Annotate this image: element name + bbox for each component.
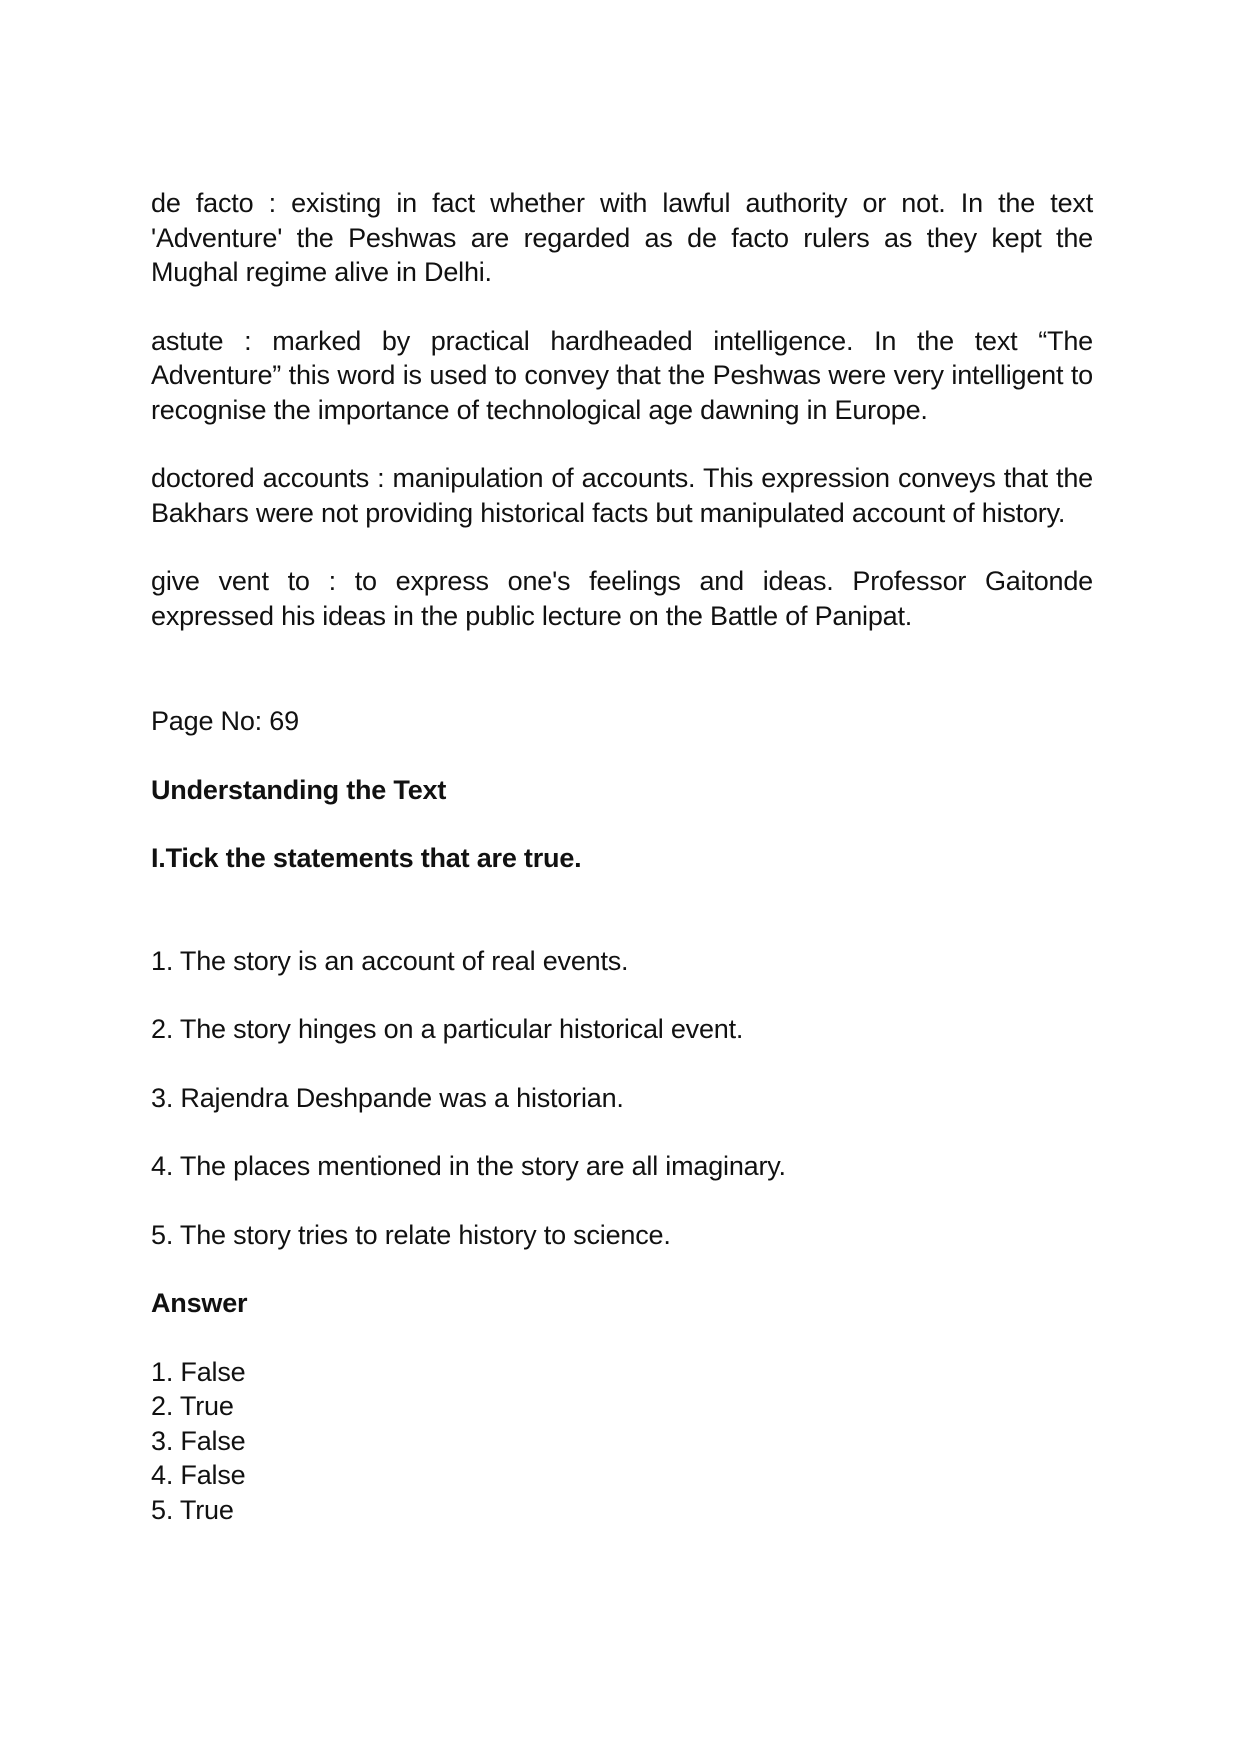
question-list bbox=[151, 944, 1093, 1253]
answer-item: 2. True bbox=[151, 1391, 234, 1421]
answer-item: 3. False bbox=[151, 1425, 246, 1456]
question-item: 1. The story is an account of real events. bbox=[151, 945, 629, 976]
answer-heading: Answer bbox=[151, 1288, 248, 1318]
question-item: 2. The story hinges on a particular historical event. bbox=[151, 1014, 744, 1044]
definition-de-facto: de facto : existing in fact whether with lawful authority or not. In the text 'Adventure' the Peshwas are regarded as de facto rulers as they kept the Mughal regime alive in Delhi. bbox=[151, 188, 1093, 287]
page-number: Page No: 69 bbox=[151, 706, 299, 736]
answer-list bbox=[151, 1355, 1093, 1528]
definition-give-vent-to: give vent to : to express one's feelings and ideas. Professor Gaitonde expressed his ideas in the public lecture on the Battle of Panipat. bbox=[151, 566, 1093, 631]
section-heading: Understanding the Text bbox=[151, 774, 447, 805]
definition-doctored-accounts: doctored accounts : manipulation of accounts. This expression conveys that the Bakhars were not providing historical facts but manipulated account of history. bbox=[151, 463, 1093, 528]
answer-item: 4. False bbox=[151, 1460, 246, 1490]
question-item: 4. The places mentioned in the story are all imaginary. bbox=[151, 1151, 786, 1181]
answer-item: 5. True bbox=[151, 1494, 234, 1525]
exercise-title: I.Tick the statements that are true. bbox=[151, 843, 582, 873]
answer-item: 1. False bbox=[151, 1356, 246, 1387]
definition-astute: astute : marked by practical hardheaded intelligence. In the text “The Adventure” this word is used to convey that the Peshwas were very intelligent to recognise the importance of technological age dawning in Europe. bbox=[151, 325, 1093, 425]
document-page bbox=[151, 186, 1093, 1527]
question-item: 3. Rajendra Deshpande was a historian. bbox=[151, 1082, 624, 1113]
question-item: 5. The story tries to relate history to science. bbox=[151, 1219, 671, 1250]
